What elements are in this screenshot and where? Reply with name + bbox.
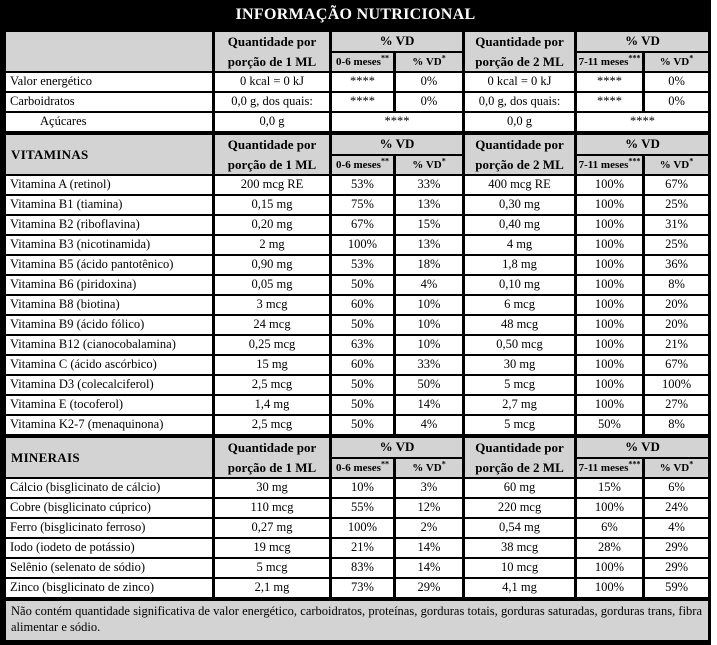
value-cell: 20% xyxy=(644,315,710,335)
col-vd-label: % VD xyxy=(412,158,442,171)
footnote-marker: * xyxy=(689,459,694,469)
value-cell: 13% xyxy=(395,235,464,255)
value-cell: 0,50 mcg xyxy=(464,335,576,355)
value-cell: 3 mcg xyxy=(214,295,331,315)
value-cell: 55% xyxy=(331,498,395,518)
value-cell: 0 kcal = 0 kJ xyxy=(214,72,331,92)
value-cell: 50% xyxy=(331,415,395,436)
nutrition-table xyxy=(3,28,711,642)
value-cell: 13% xyxy=(395,195,464,215)
qty-1ml-line2: porção de 1 ML xyxy=(227,53,317,69)
vd-group-header-1ml: % VD xyxy=(331,133,464,155)
value-cell: 29% xyxy=(644,558,710,578)
table-row xyxy=(5,235,710,255)
qty-per-1ml-header xyxy=(214,30,331,72)
footnote-text: Não contém quantidade significativa de valor energético, carboidratos, proteínas, gorduras totais, gorduras saturadas, gorduras trans, fibra alimentar e sódio. xyxy=(5,599,710,641)
value-cell: 10 mcg xyxy=(464,558,576,578)
footnote-marker: * xyxy=(441,53,446,63)
header-block-vitaminas xyxy=(5,133,710,175)
value-cell: 100% xyxy=(576,335,644,355)
header-block-top xyxy=(5,30,710,72)
nutrient-name-cell: Vitamina B5 (ácido pantotênico) xyxy=(5,255,214,275)
col-vd-label: % VD xyxy=(412,55,442,68)
value-cell: 14% xyxy=(395,395,464,415)
value-cell: 67% xyxy=(644,175,710,195)
value-cell: 0,90 mg xyxy=(214,255,331,275)
value-cell: 60 mg xyxy=(464,478,576,498)
value-cell: 33% xyxy=(395,175,464,195)
value-cell: 30 mg xyxy=(464,355,576,375)
qty-2ml-line2: porção de 2 ML xyxy=(475,53,564,69)
value-cell: 0,20 mg xyxy=(214,215,331,235)
header-row-1 xyxy=(5,30,710,52)
value-cell: 10% xyxy=(395,315,464,335)
col-vd-label: % VD xyxy=(659,55,690,68)
col-vd-star-header xyxy=(395,52,464,73)
table-row xyxy=(5,112,710,133)
qty-1ml-line2: porção de 1 ML xyxy=(227,459,317,475)
value-cell: 25% xyxy=(644,235,710,255)
section-label-vitaminas: VITAMINAS xyxy=(5,133,214,175)
value-cell: 31% xyxy=(644,215,710,235)
value-cell: **** xyxy=(331,112,464,133)
table-row xyxy=(5,355,710,375)
value-cell: 27% xyxy=(644,395,710,415)
value-cell: 5 mcg xyxy=(464,375,576,395)
qty-1ml-line2: porção de 1 ML xyxy=(227,156,317,172)
nutrient-name-cell: Vitamina B8 (biotina) xyxy=(5,295,214,315)
value-cell: 59% xyxy=(644,578,710,599)
value-cell: 0,54 mg xyxy=(464,518,576,538)
value-cell: 1,4 mg xyxy=(214,395,331,415)
value-cell: 6% xyxy=(576,518,644,538)
value-cell: 0,0 g xyxy=(464,112,576,133)
footnote-marker: *** xyxy=(628,459,641,469)
value-cell: 400 mcg RE xyxy=(464,175,576,195)
nutrient-name-cell: Zinco (bisglicinato de zinco) xyxy=(5,578,214,599)
value-cell: 100% xyxy=(576,578,644,599)
col-7-11-meses-header xyxy=(576,458,644,479)
value-cell: 36% xyxy=(644,255,710,275)
table-title: INFORMAÇÃO NUTRICIONAL xyxy=(3,3,708,28)
nutrient-name-cell: Vitamina E (tocoferol) xyxy=(5,395,214,415)
value-cell: 100% xyxy=(576,498,644,518)
footnote-marker: ** xyxy=(380,156,389,166)
corner-cell xyxy=(5,30,214,72)
col-0-6-meses-label: 0-6 meses xyxy=(336,158,381,171)
value-cell: 14% xyxy=(395,538,464,558)
value-cell: 2,1 mg xyxy=(214,578,331,599)
vd-group-header-2ml: % VD xyxy=(576,30,710,52)
nutrient-name-cell: Cálcio (bisglicinato de cálcio) xyxy=(5,478,214,498)
footnote-marker: * xyxy=(689,53,694,63)
value-cell: 0,27 mg xyxy=(214,518,331,538)
value-cell: 4 mg xyxy=(464,235,576,255)
value-cell: 2,5 mcg xyxy=(214,415,331,436)
vitaminas-section-body xyxy=(5,175,710,436)
value-cell: 24% xyxy=(644,498,710,518)
value-cell: 2,5 mcg xyxy=(214,375,331,395)
footnote-row xyxy=(5,599,710,641)
value-cell: 0,15 mg xyxy=(214,195,331,215)
value-cell: 2% xyxy=(395,518,464,538)
col-0-6-meses-header xyxy=(331,458,395,479)
value-cell: 100% xyxy=(576,355,644,375)
value-cell: 0,05 mg xyxy=(214,275,331,295)
table-row xyxy=(5,498,710,518)
value-cell: 75% xyxy=(331,195,395,215)
table-row xyxy=(5,335,710,355)
value-cell: 100% xyxy=(331,235,395,255)
table-row xyxy=(5,92,710,112)
nutrient-name-cell: Vitamina C (ácido ascórbico) xyxy=(5,355,214,375)
value-cell: 25% xyxy=(644,195,710,215)
col-0-6-meses-label: 0-6 meses xyxy=(336,55,381,68)
value-cell: 21% xyxy=(331,538,395,558)
nutrient-name-cell: Vitamina A (retinol) xyxy=(5,175,214,195)
nutrient-name-cell: Carboidratos xyxy=(5,92,214,112)
value-cell: 15% xyxy=(576,478,644,498)
table-row xyxy=(5,275,710,295)
value-cell: 0% xyxy=(644,72,710,92)
value-cell: 100% xyxy=(576,315,644,335)
nutrient-name-cell: Vitamina B3 (nicotinamida) xyxy=(5,235,214,255)
col-vd-label: % VD xyxy=(659,461,690,474)
header-row-1 xyxy=(5,436,710,458)
nutrient-name-cell: Vitamina B6 (piridoxina) xyxy=(5,275,214,295)
value-cell: 50% xyxy=(331,275,395,295)
value-cell: 30 mg xyxy=(214,478,331,498)
section-label-minerais: MINERAIS xyxy=(5,436,214,478)
table-row xyxy=(5,72,710,92)
value-cell: 53% xyxy=(331,255,395,275)
value-cell: 0,0 g, dos quais: xyxy=(214,92,331,112)
value-cell: 50% xyxy=(331,375,395,395)
table-row xyxy=(5,538,710,558)
value-cell: 4% xyxy=(644,518,710,538)
value-cell: 220 mcg xyxy=(464,498,576,518)
qty-2ml-line1: Quantidade por xyxy=(475,137,564,152)
value-cell: 12% xyxy=(395,498,464,518)
col-vd-star-header xyxy=(644,52,710,73)
value-cell: 0,40 mg xyxy=(464,215,576,235)
value-cell: 50% xyxy=(331,315,395,335)
value-cell: 100% xyxy=(576,175,644,195)
value-cell: 100% xyxy=(576,295,644,315)
value-cell: 28% xyxy=(576,538,644,558)
value-cell: 6% xyxy=(644,478,710,498)
value-cell: 8% xyxy=(644,275,710,295)
col-7-11-meses-label: 7-11 meses xyxy=(578,461,629,474)
value-cell: 6 mcg xyxy=(464,295,576,315)
value-cell: 100% xyxy=(576,255,644,275)
value-cell: 73% xyxy=(331,578,395,599)
nutrient-name-cell: Ferro (bisglicinato ferroso) xyxy=(5,518,214,538)
qty-per-2ml-header xyxy=(464,30,576,72)
value-cell: **** xyxy=(576,72,644,92)
col-7-11-meses-label: 7-11 meses xyxy=(578,158,629,171)
qty-per-2ml-header xyxy=(464,133,576,175)
value-cell: 100% xyxy=(576,275,644,295)
value-cell: 4% xyxy=(395,275,464,295)
header-block-minerais xyxy=(5,436,710,478)
qty-1ml-line1: Quantidade por xyxy=(227,137,317,152)
value-cell: 0,25 mcg xyxy=(214,335,331,355)
value-cell: 67% xyxy=(331,215,395,235)
nutrient-name-cell: Açúcares xyxy=(5,112,214,133)
value-cell: 29% xyxy=(644,538,710,558)
value-cell: 21% xyxy=(644,335,710,355)
value-cell: 0,0 g, dos quais: xyxy=(464,92,576,112)
value-cell: 4% xyxy=(395,415,464,436)
value-cell: 110 mcg xyxy=(214,498,331,518)
value-cell: 19 mcg xyxy=(214,538,331,558)
col-0-6-meses-header xyxy=(331,52,395,73)
value-cell: **** xyxy=(331,72,395,92)
table-row xyxy=(5,295,710,315)
value-cell: 2,7 mg xyxy=(464,395,576,415)
value-cell: **** xyxy=(576,92,644,112)
value-cell: 0,10 mg xyxy=(464,275,576,295)
value-cell: 50% xyxy=(576,415,644,436)
col-7-11-meses-label: 7-11 meses xyxy=(578,55,629,68)
table-row xyxy=(5,518,710,538)
value-cell: 38 mcg xyxy=(464,538,576,558)
minerais-section-body xyxy=(5,478,710,599)
col-0-6-meses-header xyxy=(331,155,395,176)
qty-2ml-line1: Quantidade por xyxy=(475,440,564,455)
col-vd-star-header xyxy=(644,155,710,176)
nutrient-name-cell: Vitamina D3 (colecalciferol) xyxy=(5,375,214,395)
col-vd-label: % VD xyxy=(659,158,690,171)
value-cell: 8% xyxy=(644,415,710,436)
value-cell: 60% xyxy=(331,295,395,315)
qty-per-1ml-header xyxy=(214,133,331,175)
value-cell: 0% xyxy=(395,72,464,92)
footnote-marker: * xyxy=(689,156,694,166)
value-cell: 100% xyxy=(576,215,644,235)
col-vd-star-header xyxy=(644,458,710,479)
vd-group-header-2ml: % VD xyxy=(576,436,710,458)
value-cell: 100% xyxy=(644,375,710,395)
footnote-body xyxy=(5,599,710,641)
value-cell: 50% xyxy=(395,375,464,395)
value-cell: 20% xyxy=(644,295,710,315)
nutrient-name-cell: Cobre (bisglicinato cúprico) xyxy=(5,498,214,518)
vd-group-header-1ml: % VD xyxy=(331,30,464,52)
nutrient-name-cell: Valor energético xyxy=(5,72,214,92)
value-cell: 50% xyxy=(331,395,395,415)
table-row xyxy=(5,215,710,235)
nutrient-name-cell: Vitamina K2-7 (menaquinona) xyxy=(5,415,214,436)
col-7-11-meses-header xyxy=(576,155,644,176)
value-cell: 53% xyxy=(331,175,395,195)
value-cell: **** xyxy=(331,92,395,112)
qty-2ml-line2: porção de 2 ML xyxy=(475,156,564,172)
nutrient-name-cell: Vitamina B2 (riboflavina) xyxy=(5,215,214,235)
value-cell: 24 mcg xyxy=(214,315,331,335)
nutrient-name-cell: Vitamina B12 (cianocobalamina) xyxy=(5,335,214,355)
value-cell: 2 mg xyxy=(214,235,331,255)
col-vd-star-header xyxy=(395,155,464,176)
nutrient-name-cell: Selênio (selenato de sódio) xyxy=(5,558,214,578)
value-cell: 200 mcg RE xyxy=(214,175,331,195)
vd-group-header-1ml: % VD xyxy=(331,436,464,458)
qty-per-2ml-header xyxy=(464,436,576,478)
qty-2ml-line1: Quantidade por xyxy=(475,34,564,49)
nutrient-name-cell: Iodo (iodeto de potássio) xyxy=(5,538,214,558)
value-cell: 33% xyxy=(395,355,464,375)
value-cell: 5 mcg xyxy=(464,415,576,436)
table-row xyxy=(5,395,710,415)
value-cell: 0% xyxy=(644,92,710,112)
value-cell: 100% xyxy=(576,235,644,255)
qty-1ml-line1: Quantidade por xyxy=(227,34,317,49)
footnote-marker: * xyxy=(441,156,446,166)
qty-1ml-line1: Quantidade por xyxy=(227,440,317,455)
table-row xyxy=(5,415,710,436)
qty-per-1ml-header xyxy=(214,436,331,478)
value-cell: 0 kcal = 0 kJ xyxy=(464,72,576,92)
value-cell: 48 mcg xyxy=(464,315,576,335)
top-section-body xyxy=(5,72,710,133)
table-row xyxy=(5,175,710,195)
table-row xyxy=(5,375,710,395)
value-cell: 67% xyxy=(644,355,710,375)
nutrient-name-cell: Vitamina B9 (ácido fólico) xyxy=(5,315,214,335)
value-cell: 63% xyxy=(331,335,395,355)
col-vd-label: % VD xyxy=(412,461,442,474)
col-0-6-meses-label: 0-6 meses xyxy=(336,461,381,474)
footnote-marker: ** xyxy=(380,53,389,63)
value-cell: 5 mcg xyxy=(214,558,331,578)
footnote-marker: *** xyxy=(628,53,641,63)
table-row xyxy=(5,315,710,335)
table-row xyxy=(5,195,710,215)
value-cell: 15 mg xyxy=(214,355,331,375)
value-cell: 29% xyxy=(395,578,464,599)
table-row xyxy=(5,558,710,578)
value-cell: 0,0 g xyxy=(214,112,331,133)
value-cell: 15% xyxy=(395,215,464,235)
header-row-1 xyxy=(5,133,710,155)
value-cell: 100% xyxy=(576,375,644,395)
value-cell: 4,1 mg xyxy=(464,578,576,599)
table-row xyxy=(5,578,710,599)
value-cell: 18% xyxy=(395,255,464,275)
value-cell: 1,8 mg xyxy=(464,255,576,275)
value-cell: 10% xyxy=(395,335,464,355)
value-cell: 83% xyxy=(331,558,395,578)
qty-2ml-line2: porção de 2 ML xyxy=(475,459,564,475)
footnote-marker: *** xyxy=(628,156,641,166)
value-cell: **** xyxy=(576,112,710,133)
value-cell: 100% xyxy=(576,195,644,215)
vd-group-header-2ml: % VD xyxy=(576,133,710,155)
value-cell: 100% xyxy=(331,518,395,538)
value-cell: 100% xyxy=(576,395,644,415)
value-cell: 10% xyxy=(395,295,464,315)
col-7-11-meses-header xyxy=(576,52,644,73)
footnote-marker: ** xyxy=(380,459,389,469)
value-cell: 0,30 mg xyxy=(464,195,576,215)
value-cell: 10% xyxy=(331,478,395,498)
footnote-marker: * xyxy=(441,459,446,469)
table-row xyxy=(5,255,710,275)
table-row xyxy=(5,478,710,498)
col-vd-star-header xyxy=(395,458,464,479)
value-cell: 0% xyxy=(395,92,464,112)
nutrient-name-cell: Vitamina B1 (tiamina) xyxy=(5,195,214,215)
value-cell: 60% xyxy=(331,355,395,375)
value-cell: 100% xyxy=(576,558,644,578)
value-cell: 3% xyxy=(395,478,464,498)
value-cell: 14% xyxy=(395,558,464,578)
